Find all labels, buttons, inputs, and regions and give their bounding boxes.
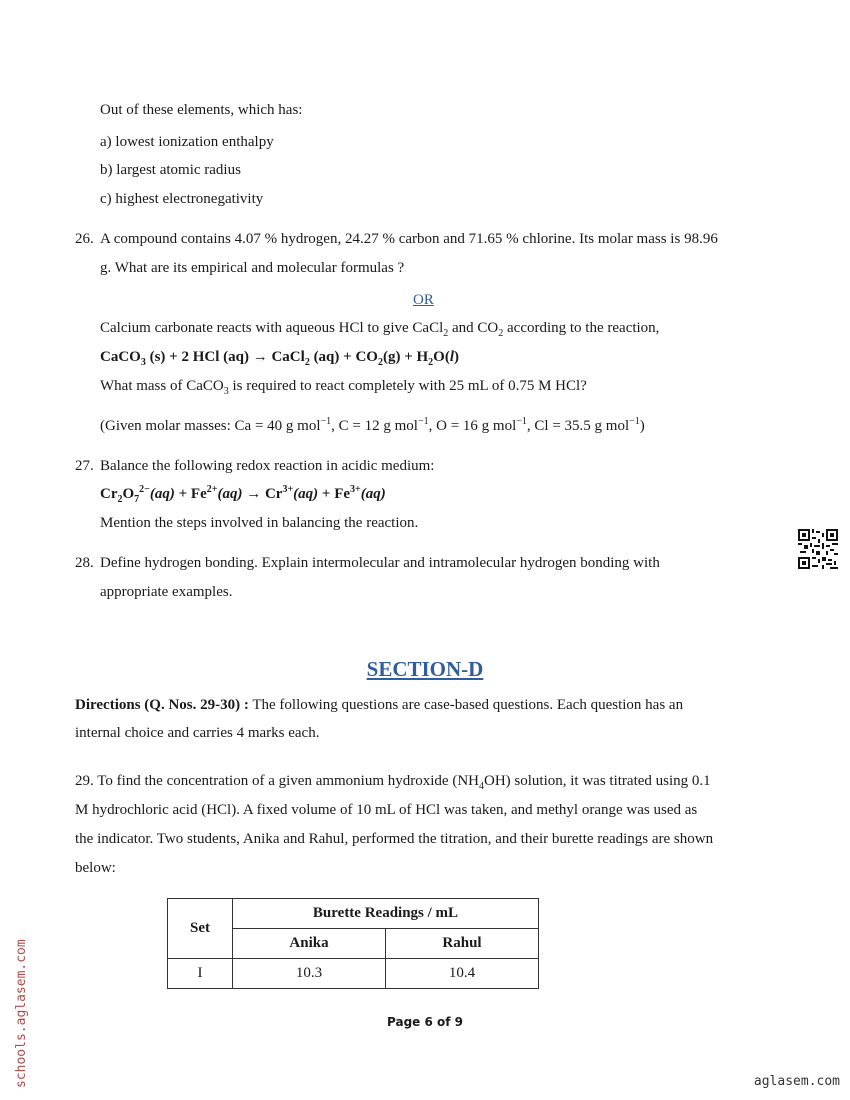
q27-line3: Mention the steps involved in balancing the reaction. bbox=[100, 515, 419, 531]
q26-question: What mass of CaCO$_3$ is required to react completely with 25 mL of 0.75 M HCl? bbox=[100, 378, 587, 397]
q29-line1: 29. To find the concentration of a given ammonium hydroxide $(NH_4OH)$ solution, it was titrated using 0.1 bbox=[75, 773, 711, 792]
qr-code bbox=[798, 529, 838, 569]
q28-number: 28. bbox=[75, 555, 94, 571]
q27-reaction: $Cr_2O_7^{2-}(aq) + Fe^{2+}(aq) \to Cr^{3+}(aq) + Fe^{3+}(aq)$ bbox=[100, 484, 386, 505]
table-cell-anika: 10.3 bbox=[233, 959, 386, 989]
table-header-set: Set bbox=[168, 899, 233, 959]
table-header-anika: Anika bbox=[233, 929, 386, 959]
section-d-title: SECTION-D bbox=[366, 657, 484, 681]
burette-readings-table bbox=[167, 898, 539, 989]
q26-alt-intro: Calcium carbonate reacts with aqueous HCl to give CaCl$_2$ and $CO_2$ according to the reaction, bbox=[100, 320, 660, 339]
q26-line2: g. What are its empirical and molecular formulas ? bbox=[100, 260, 405, 276]
table-header-rahul: Rahul bbox=[386, 929, 539, 959]
q25-part-a: a) lowest ionization enthalpy bbox=[100, 134, 274, 150]
q25-part-c: c) highest electronegativity bbox=[100, 191, 264, 207]
page-number: Page 6 of 9 bbox=[387, 1015, 463, 1029]
q25-part-b: b) largest atomic radius bbox=[100, 162, 241, 178]
q26-number: 26. bbox=[75, 231, 94, 247]
q29-line2: M hydrochloric acid (HCl). A fixed volume of 10 mL of HCl was taken, and methyl orange was used as bbox=[75, 802, 698, 818]
table-cell-rahul: 10.4 bbox=[386, 959, 539, 989]
table-header-burette: Burette Readings / mL bbox=[233, 899, 539, 929]
section-d-directions-line2: internal choice and carries 4 marks each. bbox=[75, 725, 320, 741]
q26-given-masses: (Given molar masses: Ca = 40 g mol$^{-1}$, C = 12 g mol$^{-1}$, O = 16 g mol$^{-1}$, Cl = 35.5 g mol$^{-1}$) bbox=[100, 416, 645, 434]
q27-line1: Balance the following redox reaction in acidic medium: bbox=[100, 458, 435, 474]
table-cell-set: I bbox=[168, 959, 233, 989]
or-separator: OR bbox=[413, 292, 434, 308]
q28-line1: Define hydrogen bonding. Explain intermolecular and intramolecular hydrogen bonding with bbox=[100, 555, 660, 571]
table-row bbox=[168, 959, 539, 989]
q26-line1: A compound contains 4.07 % hydrogen, 24.27 % carbon and 71.65 % chlorine. Its molar mass is 98.96 bbox=[100, 231, 718, 247]
section-d-directions: Directions (Q. Nos. 29-30) : The following questions are case-based questions. Each question has an bbox=[75, 697, 684, 713]
q29-line4: below: bbox=[75, 860, 116, 876]
side-url-watermark: schools.aglasem.com bbox=[14, 939, 29, 1088]
site-watermark: aglasem.com bbox=[753, 1074, 840, 1089]
q29-line3: the indicator. Two students, Anika and Rahul, performed the titration, and their burette readings are shown bbox=[75, 831, 714, 847]
q27-number: 27. bbox=[75, 458, 94, 474]
q25-intro: Out of these elements, which has: bbox=[100, 102, 303, 118]
q28-line2: appropriate examples. bbox=[100, 584, 233, 600]
q26-reaction: CaCO$_3$ (s) + 2 HCl (aq) → CaCl$_2$ $(aq) + CO_2(g) + H_2O(l)$ bbox=[100, 349, 460, 368]
